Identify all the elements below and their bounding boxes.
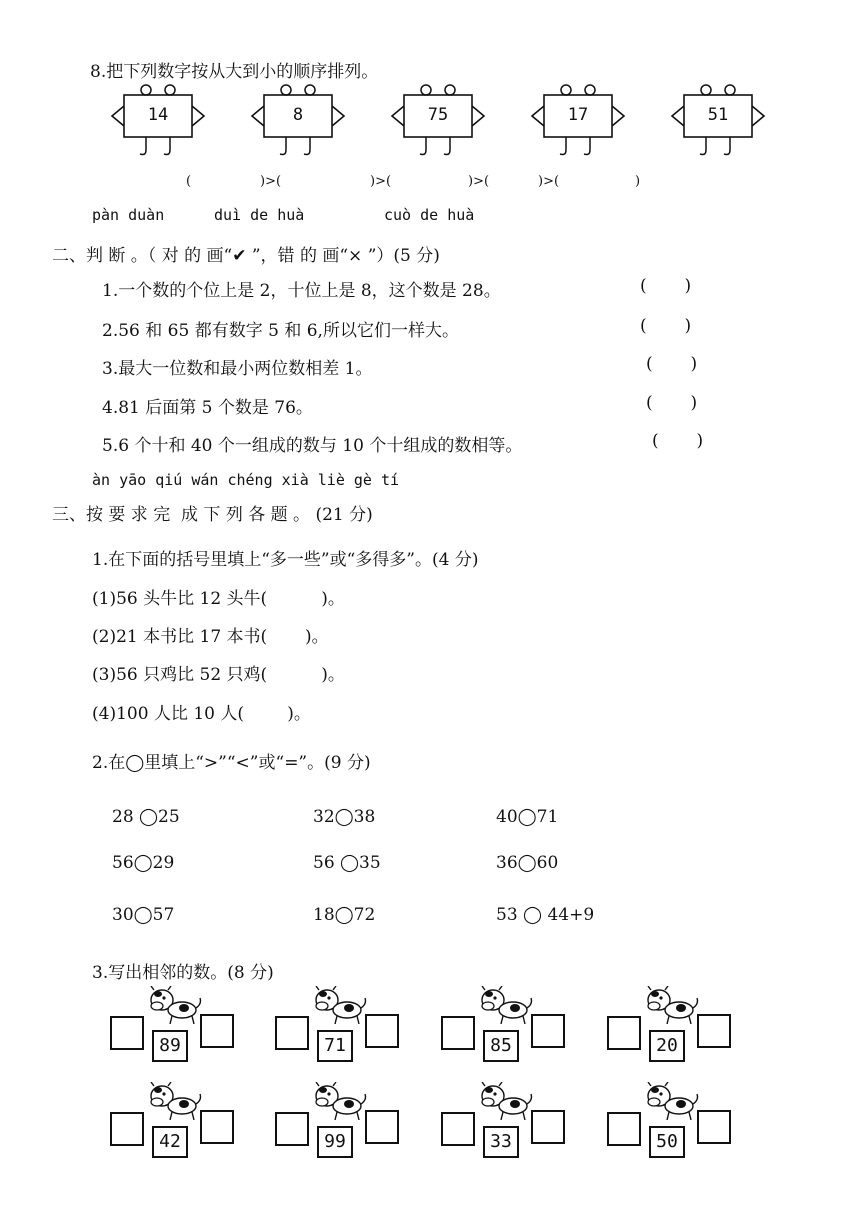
number-tag <box>530 84 626 154</box>
q1-title: 1.在下面的括号里填上“多一些”或“多得多”。(4 分) <box>92 550 479 570</box>
judge-item-2: 2.56 和 65 都有数字 5 和 6,所以它们一样大。 <box>102 321 459 341</box>
given-number: 89 <box>152 1030 188 1062</box>
judge-item-5: 5.6 个十和 40 个一组成的数与 10 个十组成的数相等。 <box>102 436 523 456</box>
judge-answer-2[interactable]: ( ) <box>640 316 692 336</box>
q3-title: 3.写出相邻的数。(8 分) <box>92 963 274 983</box>
compare-item[interactable]: 32◯38 <box>313 807 376 827</box>
section-2-title: 二、判 断 。（ 对 的 画“✔ ”，错 的 画“× ”）(5 分) <box>52 246 440 266</box>
answer-box-before[interactable] <box>110 1112 144 1146</box>
compare-item[interactable]: 28 ◯25 <box>112 807 180 827</box>
pinyin-dui-de-hua: duì de huà <box>214 206 305 224</box>
q8-title: 8.把下列数字按从大到小的顺序排列。 <box>90 62 379 82</box>
tag-number: 75 <box>427 105 449 125</box>
cow-icon <box>313 986 369 1022</box>
judge-item-1: 1.一个数的个位上是 2，十位上是 8，这个数是 28。 <box>102 281 501 301</box>
pinyin-pan-duan: pàn duàn <box>92 206 165 224</box>
answer-box-after[interactable] <box>365 1110 399 1144</box>
number-tag <box>250 84 346 154</box>
number-tag <box>670 84 766 154</box>
judge-item-3: 3.最大一位数和最小两位数相差 1。 <box>102 359 373 379</box>
q1-item-1[interactable]: (1)56 头牛比 12 头牛( )。 <box>92 589 345 609</box>
answer-blank[interactable]: )>( <box>538 174 560 189</box>
section-3-title: 三、按 要 求 完 成 下 列 各 题 。 (21 分) <box>52 505 373 525</box>
answer-box-after[interactable] <box>531 1014 565 1048</box>
judge-item-4: 4.81 后面第 5 个数是 76。 <box>102 398 313 418</box>
answer-blank[interactable]: )>( <box>260 174 282 189</box>
pinyin-section-3: àn yāo qiú wán chéng xià liè gè tí <box>92 471 400 489</box>
answer-box-before[interactable] <box>441 1112 475 1146</box>
answer-blank[interactable]: )>( <box>468 174 490 189</box>
tag-number: 51 <box>707 105 729 125</box>
answer-box-after[interactable] <box>200 1014 234 1048</box>
given-number: 33 <box>483 1126 519 1158</box>
answer-box-before[interactable] <box>110 1016 144 1050</box>
answer-box-before[interactable] <box>607 1112 641 1146</box>
cow-icon <box>645 986 701 1022</box>
given-number: 50 <box>649 1126 685 1158</box>
number-tag <box>390 84 486 154</box>
compare-item[interactable]: 40◯71 <box>496 807 559 827</box>
compare-item[interactable]: 36◯60 <box>496 853 559 873</box>
q1-item-2[interactable]: (2)21 本书比 17 本书( )。 <box>92 627 329 647</box>
answer-blank[interactable]: ( <box>186 174 192 189</box>
answer-box-before[interactable] <box>275 1112 309 1146</box>
given-number: 42 <box>152 1126 188 1158</box>
cow-icon <box>148 1082 204 1118</box>
given-number: 85 <box>483 1030 519 1062</box>
compare-item[interactable]: 56 ◯35 <box>313 853 381 873</box>
tag-number: 8 <box>292 105 304 125</box>
compare-item[interactable]: 56◯29 <box>112 853 175 873</box>
q1-item-3[interactable]: (3)56 只鸡比 52 只鸡( )。 <box>92 665 345 685</box>
answer-box-after[interactable] <box>200 1110 234 1144</box>
answer-box-before[interactable] <box>441 1016 475 1050</box>
answer-box-before[interactable] <box>275 1016 309 1050</box>
answer-box-after[interactable] <box>531 1110 565 1144</box>
cow-icon <box>479 1082 535 1118</box>
cow-icon <box>479 986 535 1022</box>
answer-blank[interactable]: ) <box>635 174 641 189</box>
cow-icon <box>313 1082 369 1118</box>
given-number: 71 <box>317 1030 353 1062</box>
number-tag <box>110 84 206 154</box>
given-number: 99 <box>317 1126 353 1158</box>
compare-item[interactable]: 18◯72 <box>313 905 376 925</box>
judge-answer-1[interactable]: ( ) <box>640 276 692 296</box>
answer-box-before[interactable] <box>607 1016 641 1050</box>
judge-answer-3[interactable]: ( ) <box>646 354 698 374</box>
given-number: 20 <box>649 1030 685 1062</box>
compare-item[interactable]: 53 ◯ 44+9 <box>496 905 595 925</box>
q2-title: 2.在◯里填上“>”“<”或“=”。(9 分) <box>92 753 371 773</box>
answer-box-after[interactable] <box>365 1014 399 1048</box>
tag-number: 14 <box>147 105 169 125</box>
tag-number: 17 <box>567 105 589 125</box>
answer-box-after[interactable] <box>697 1110 731 1144</box>
answer-box-after[interactable] <box>697 1014 731 1048</box>
q1-item-4[interactable]: (4)100 人比 10 人( )。 <box>92 704 311 724</box>
judge-answer-5[interactable]: ( ) <box>652 431 704 451</box>
pinyin-cuo-de-hua: cuò de huà <box>384 206 475 224</box>
answer-blank[interactable]: )>( <box>370 174 392 189</box>
judge-answer-4[interactable]: ( ) <box>646 393 698 413</box>
compare-item[interactable]: 30◯57 <box>112 905 175 925</box>
cow-icon <box>148 986 204 1022</box>
cow-icon <box>645 1082 701 1118</box>
